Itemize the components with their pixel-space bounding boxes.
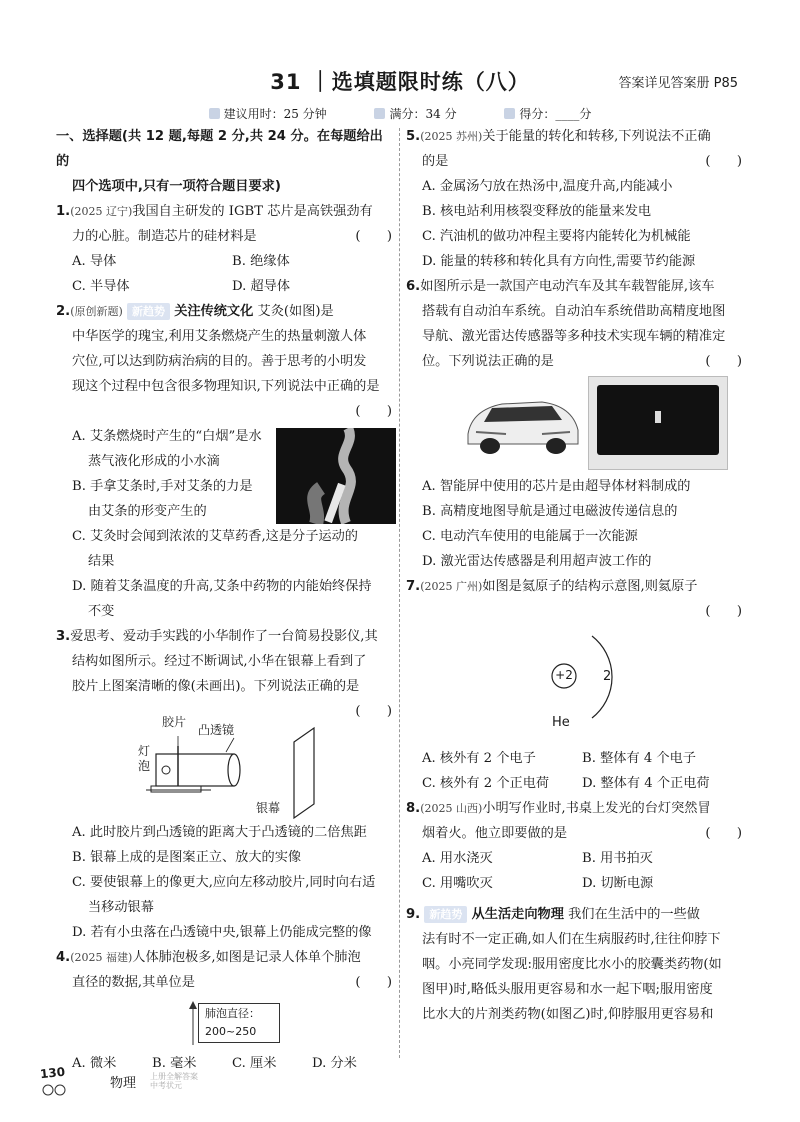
option-c[interactable]: C. 核外有 2 个正电荷: [422, 776, 550, 791]
question-7: 7.(2025 广州)如图是氦原子的结构示意图,则氦原子 ( ) +2 2 He A. 核外有 2 个电子 B. 整体有 4 个电子 C. 核外有 2 个正电荷 D. 整体有 4 个正电荷: [406, 574, 742, 796]
option-b[interactable]: B. 核电站利用核裂变释放的能量来发电: [422, 204, 652, 219]
option-c[interactable]: C. 电动汽车使用的电能属于一次能源: [422, 529, 638, 544]
option-c[interactable]: C. 艾灸时会闻到浓浓的艾草药香,这是分子运动的: [72, 529, 358, 544]
answer-blank[interactable]: ( ): [355, 975, 392, 990]
section-heading: 一、选择题(共 12 题,每题 2 分,共 24 分。在每题给出的: [56, 129, 383, 169]
total-score-info: 满分：34 分: [374, 107, 456, 121]
page-title: 31 ｜选填题限时练（八）: [270, 70, 530, 94]
page-number: 130: [39, 1064, 66, 1082]
option-b[interactable]: B. 用书拍灭: [582, 851, 653, 866]
question-3: 3.爱思考、爱动手实践的小华制作了一台简易投影仪,其 结构如图所示。经过不断调试,小华在银幕上看到了 胶片上图案清晰的像(未画出)。下列说法正确的是 ( ) 胶片 凸透镜 灯 泡 银幕 A. 此时胶片到凸透镜的距离大于凸透镜的二倍焦距 B. 银幕上成的是图案正立、放大的实像 C. 要使银幕上的像更大,应向左移动胶片,同时向右适 当移动银幕 D. 若有小虫落在凸透镜中央,银幕上仍能成完整的像: [56, 624, 392, 945]
trend-tag: 新趋势: [424, 906, 467, 923]
arrow-icon: [188, 1001, 198, 1045]
option-a[interactable]: A. 核外有 2 个电子: [422, 751, 536, 766]
car-figure: [406, 374, 742, 474]
option-c[interactable]: C. 厘米: [232, 1056, 277, 1071]
car-icon: [655, 411, 661, 423]
section-heading-2: 四个选项中,只有一项符合题目要求): [72, 179, 281, 194]
option-c[interactable]: C. 用嘴吹灭: [422, 876, 493, 891]
question-8: 8.(2025 山西)小明写作业时,书桌上发光的台灯突然冒 烟着火。他立即要做的是 ( ) A. 用水浇灭 B. 用书拍灭 C. 用嘴吹灭 D. 切断电源: [406, 796, 742, 896]
got-score-info: 得分：____分: [504, 107, 591, 121]
footer-subtitle: 上册全解答案 中考状元: [150, 1072, 198, 1090]
option-b[interactable]: B. 手拿艾条时,手对艾条的力是: [72, 479, 253, 494]
diameter-box: 肺泡直径： 200~250: [198, 1003, 280, 1043]
option-a[interactable]: A. 导体: [72, 254, 117, 269]
question-6: 6.如图所示是一款国产电动汽车及其车载智能屏,该车 搭载有自动泊车系统。自动泊车系统借助高精度地图 导航、激光雷达传感器等多种技术实现车辆的精准定 位。下列说法正确的是 ( ) A. 智能屏中使用的芯片是由超导体材料制成的 B. 高精度地图导航是通过电磁波传递信息的 C. 电动汽车使用的电能属于一次能源 D. 激光雷达传感器是利用超声波工作的: [406, 274, 742, 574]
element-symbol: He: [552, 715, 570, 730]
projector-diagram: [56, 715, 392, 820]
moxibustion-photo: [276, 428, 396, 524]
answer-blank[interactable]: ( ): [705, 354, 742, 369]
option-b[interactable]: B. 高精度地图导航是通过电磁波传递信息的: [422, 504, 678, 519]
projector-svg: [116, 724, 376, 820]
question-1: 1.(2025 辽宁)我国自主研发的 IGBT 芯片是高铁强劲有 力的心脏。制造芯片的硅材料是 ( ) A. 导体 B. 绝缘体 C. 半导体 D. 超导体: [56, 199, 392, 299]
label-bulb: 灯 泡: [138, 744, 151, 773]
smoke-illustration: [276, 428, 396, 524]
answer-blank[interactable]: ( ): [705, 154, 742, 169]
option-a[interactable]: A. 微米: [72, 1056, 117, 1071]
answer-blank[interactable]: ( ): [355, 229, 392, 244]
helium-atom-diagram: [406, 624, 742, 746]
option-d[interactable]: D. 随着艾条温度的升高,艾条中药物的内能始终保持: [72, 579, 372, 594]
label-lens: 凸透镜: [198, 723, 235, 737]
alveolus-figure: [56, 995, 392, 1051]
option-d[interactable]: D. 切断电源: [582, 876, 654, 891]
answer-blank[interactable]: ( ): [705, 826, 742, 841]
electron-count: 2: [603, 669, 612, 684]
column-divider: [399, 128, 400, 1058]
option-d[interactable]: D. 若有小虫落在凸透镜中央,银幕上仍能成完整的像: [72, 925, 372, 940]
option-a[interactable]: A. 智能屏中使用的芯片是由超导体材料制成的: [422, 479, 691, 494]
label-film: 胶片: [162, 715, 187, 729]
question-9: 9. 新趋势 从生活走向物理 我们在生活中的一些做 法有时不一定正确,如人们在生病服药时,往往仰脖下 咽。小亮同学发现:服用密度比水小的胶囊类药物(如 图甲)时,略低头服用更容易和水一起下咽;服用密度 比水大的片剂类药物(如图乙)时,仰脖服用更容易和: [406, 907, 722, 1022]
question-2: 2.(原创新题) 新趋势 关注传统文化 艾灸(如图)是 中华医学的瑰宝,利用艾条燃烧产生的热量刺激人体 穴位,可以达到防病治病的目的。善于思考的小明发 现这个过程中包含很多物理知识,下列说法中正确的是 ( ) A. 艾条燃烧时产生的“白烟”是水 蒸气液化形成的小水滴 B. 手拿艾条时,手对艾条的力是 由艾条的形变产生的 C. 艾灸时会闻到浓浓的艾草药香,这是分子运动的 结果 D. 随着艾条温度的升高,艾条中药物的内能始终保持 不变: [56, 299, 392, 624]
option-d[interactable]: D. 整体有 4 个正电荷: [582, 776, 710, 791]
option-a[interactable]: A. 用水浇灭: [422, 851, 493, 866]
answer-blank[interactable]: ( ): [355, 404, 392, 419]
option-b[interactable]: B. 毫米: [152, 1056, 197, 1071]
right-column: [406, 124, 742, 1027]
question-5: 5.(2025 苏州)关于能量的转化和转移,下列说法不正确 的是 ( ) A. 金属汤勺放在热汤中,温度升高,内能减小 B. 核电站利用核裂变释放的能量来发电 C. 汽油机的做功冲程主要将内能转化为机械能 D. 能量的转移和转化具有方向性,需要节约能源: [406, 124, 742, 274]
option-d[interactable]: D. 激光雷达传感器是利用超声波工作的: [422, 554, 652, 569]
mascot-icon: [40, 1082, 70, 1094]
answer-blank[interactable]: ( ): [705, 604, 742, 619]
subject-label: 物理: [110, 1076, 137, 1091]
option-c[interactable]: C. 半导体: [72, 279, 130, 294]
label-screen: 银幕: [256, 801, 281, 815]
answer-blank[interactable]: ( ): [355, 704, 392, 719]
option-a[interactable]: A. 艾条燃烧时产生的“白烟”是水: [72, 429, 262, 444]
info-bar: [0, 105, 800, 122]
option-a[interactable]: A. 此时胶片到凸透镜的距离大于凸透镜的二倍焦距: [72, 825, 367, 840]
option-c[interactable]: C. 汽油机的做功冲程主要将内能转化为机械能: [422, 229, 691, 244]
car-photo: [462, 390, 582, 456]
option-c[interactable]: C. 要使银幕上的像更大,应向左移动胶片,同时向右适: [72, 875, 376, 890]
clock-icon: [209, 108, 220, 119]
nucleus-charge: +2: [555, 668, 573, 682]
option-b[interactable]: B. 绝缘体: [232, 254, 290, 269]
option-b[interactable]: B. 整体有 4 个电子: [582, 751, 696, 766]
option-d[interactable]: D. 超导体: [232, 279, 291, 294]
time-info: 建议用时：25 分钟: [209, 107, 327, 121]
option-d[interactable]: D. 分米: [312, 1056, 357, 1071]
question-4: 4.(2025 福建)人体肺泡极多,如图是记录人体单个肺泡 直径的数据,其单位是 ( ) 肺泡直径： 200~250 A. 微米 B. 毫米 C. 厘米 D. 分米: [56, 945, 392, 1076]
screen-display: [597, 385, 719, 455]
option-b[interactable]: B. 银幕上成的是图案正立、放大的实像: [72, 850, 302, 865]
trend-tag: 新趋势: [127, 303, 170, 320]
option-d[interactable]: D. 能量的转移和转化具有方向性,需要节约能源: [422, 254, 696, 269]
left-column: [56, 124, 392, 1076]
atom-svg: [526, 624, 646, 744]
option-a[interactable]: A. 金属汤勺放在热汤中,温度升高,内能减小: [422, 179, 673, 194]
pencil-icon: [504, 108, 515, 119]
smart-screen-photo: [588, 376, 728, 470]
score-icon: [374, 108, 385, 119]
answer-reference: 答案详见答案册 P85: [618, 76, 738, 91]
